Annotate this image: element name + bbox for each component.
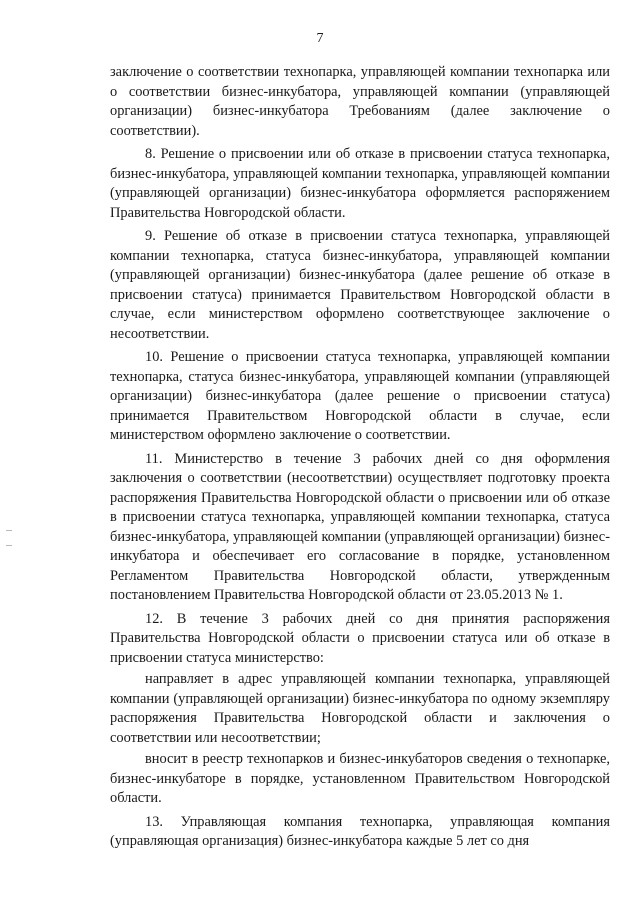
- paragraph-12-item-2: вносит в реестр технопарков и бизнес-инкубаторов сведения о технопарке, бизнес-инкубаторе в порядке, установленном Правительством Новгородской области.: [110, 751, 610, 806]
- paragraph-12: 12. В течение 3 рабочих дней со дня принятия распоряжения Правительства Новгородской области о присвоении статуса или об отказе в присвоении статуса министерство:: [110, 610, 610, 666]
- paragraph-9: 9. Решение об отказе в присвоении статуса технопарка, управляющей компании технопарка, статуса бизнес-инкубатора, управляющей компании (управляющей организации) бизнес-инкубатора (далее решение об отказе в присвоении статуса) принимается Правительством Новгородской области в случае, если министерством оформлено соответствующее заключение о несоответствии.: [110, 228, 610, 342]
- document-body: [110, 63, 610, 856]
- margin-mark: [6, 530, 12, 531]
- paragraph-8: 8. Решение о присвоении или об отказе в присвоении статуса технопарка, бизнес-инкубатора, управляющей компании технопарка, управляющей компании (управляющей организации) бизнес-инкубатора оформляется распоряжением Правительства Новгородской области.: [110, 146, 610, 221]
- paragraph-continuation: заключение о соответствии технопарка, управляющей компании технопарка или о соответствии бизнес-инкубатора, управляющей компании (управляющей организации) бизнес-инкубатора Требованиям (далее заключение о соответствии).: [110, 64, 610, 139]
- page-number: 7: [316, 31, 324, 46]
- margin-mark: [6, 545, 12, 546]
- paragraph-10: 10. Решение о присвоении статуса технопарка, управляющей компании технопарка, статуса бизнес-инкубатора, управляющей компании (управляющей организации) бизнес-инкубатора (далее решение о присвоении статуса) принимается Правительством Новгородской области в случае, если министерством оформлено заключение о соответствии.: [110, 349, 610, 443]
- paragraph-13: 13. Управляющая компания технопарка, управляющая компания (управляющая организация) бизнес-инкубатора каждые 5 лет со дня: [110, 813, 610, 849]
- paragraph-11: 11. Министерство в течение 3 рабочих дней со дня оформления заключения о соответствии (несоответствии) осуществляет подготовку проекта распоряжения Правительства Новгородской области о присвоении или об отказе в присвоении статуса технопарка, управляющей компании технопарка, статуса бизнес-инкубатора, управляющей компании (управляющей организации) бизнес-инкубатора и обеспечивает его согласование в порядке, установленном Регламентом Правительства Новгородской области, утвержденным постановлением Правительства Новгородской области от 23.05.2013 № 1.: [110, 450, 610, 603]
- paragraph-12-item-1: направляет в адрес управляющей компании технопарка, управляющей компании (управляющей организации) бизнес-инкубатора по одному экземпляру распоряжения Правительства Новгородской области и заключения о соответствии или несоответствии;: [110, 671, 610, 746]
